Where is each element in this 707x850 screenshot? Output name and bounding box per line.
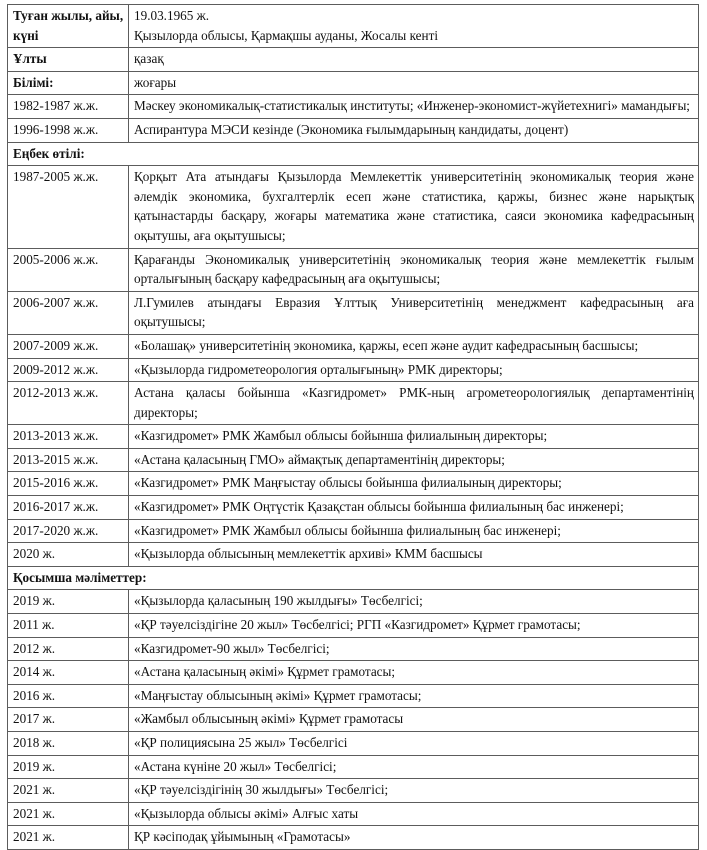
value-line: ҚР кәсіподақ ұйымының «Грамотасы» (134, 829, 351, 845)
row-label-cell: 2005-2006 ж.ж. (8, 248, 129, 291)
row-value-cell (129, 382, 699, 425)
value-line: жоғары (134, 74, 177, 90)
row-label-cell: Ұлты (8, 48, 129, 72)
row-value-cell (129, 334, 699, 358)
row-label-cell: 2011 ж. (8, 614, 129, 638)
table-row (8, 291, 699, 334)
row-label-cell: 2009-2012 ж.ж. (8, 358, 129, 382)
biography-table (7, 4, 699, 850)
row-value-cell (129, 590, 699, 614)
row-label-cell: 2016 ж. (8, 684, 129, 708)
value-line: «Астана күніне 20 жыл» Төсбелгісі; (134, 758, 337, 774)
row-value-cell (129, 684, 699, 708)
row-value-cell (129, 118, 699, 142)
row-value-cell (129, 248, 699, 291)
value-line: «Болашақ» университетінің экономика, қаржы, есеп және аудит кафедрасының басшысы; (134, 337, 639, 353)
row-label-cell: 2007-2009 ж.ж. (8, 334, 129, 358)
row-label-cell: 2021 ж. (8, 779, 129, 803)
table-row (8, 779, 699, 803)
value-line: «Маңғыстау облысының әкімі» Құрмет грамотасы; (134, 687, 422, 703)
row-label-cell: 2020 ж. (8, 543, 129, 567)
table-row (8, 826, 699, 850)
row-value-cell (129, 779, 699, 803)
row-value-cell (129, 358, 699, 382)
table-row (8, 48, 699, 72)
value-line: Мәскеу экономикалық-статистикалық институты; «Инженер-экономист-жүйетехнигі» мамандығы; (134, 98, 690, 114)
value-line: «Казгидромет» РМК Маңғыстау облысы бойынша филиалының директоры; (134, 475, 562, 491)
value-line: «Қызылорда облысы әкімі» Алғыс хаты (134, 805, 359, 821)
row-label-cell: 1996-1998 ж.ж. (8, 118, 129, 142)
row-value-cell (129, 71, 699, 95)
table-row (8, 496, 699, 520)
row-label-cell: 2014 ж. (8, 661, 129, 685)
table-row (8, 614, 699, 638)
row-label-cell: 2017 ж. (8, 708, 129, 732)
row-value-cell (129, 637, 699, 661)
row-label-cell: Білімі: (8, 71, 129, 95)
row-value-cell (129, 5, 699, 48)
value-line: «Қызылорда гидрометеорология орталығының» РМК директоры; (134, 361, 503, 377)
table-row (8, 425, 699, 449)
table-row (8, 519, 699, 543)
table-row (8, 382, 699, 425)
value-line: Астана қаласы бойынша «Казгидромет» РМК-ның агрометеорологиялық департаментінің директоры; (134, 385, 694, 420)
value-line: «Казгидромет» РМК Оңтүстік Қазақстан облысы бойынша филиалының бас инженері; (134, 499, 624, 515)
table-row (8, 71, 699, 95)
row-label-cell: 2017-2020 ж.ж. (8, 519, 129, 543)
section-header-cell: Еңбек өтілі: (8, 142, 699, 166)
table-row (8, 755, 699, 779)
section-header-cell: Қосымша мәліметтер: (8, 566, 699, 590)
table-body (8, 5, 699, 850)
value-line: Аспирантура МЭСИ кезінде (Экономика ғылымдарының кандидаты, доцент) (134, 121, 569, 137)
value-line: «ҚР тәуелсіздігінің 30 жылдығы» Төсбелгісі; (134, 782, 389, 798)
value-line: «Жамбыл облысының әкімі» Құрмет грамотасы (134, 711, 404, 727)
row-value-cell (129, 425, 699, 449)
value-line: Қарағанды Экономикалық университетінің экономикалық теория және мемлекеттік ғылым орталығының басқару кафедрасының аға оқытушысы; (134, 251, 694, 287)
row-value-cell (129, 448, 699, 472)
value-line: «Қызылорда облысының мемлекеттік архиві» КММ басшысы (134, 546, 483, 562)
table-row (8, 95, 699, 119)
row-value-cell (129, 661, 699, 685)
row-label-cell: 2019 ж. (8, 755, 129, 779)
row-label-cell: 1982-1987 ж.ж. (8, 95, 129, 119)
table-row (8, 358, 699, 382)
table-row (8, 637, 699, 661)
value-line: «ҚР полициясына 25 жыл» Төсбелгісі (134, 735, 348, 750)
table-row (8, 732, 699, 756)
value-line: Қызылорда облысы, Қармақшы ауданы, Жосалы кенті (134, 27, 438, 43)
table-row (8, 118, 699, 142)
row-label-cell: 2018 ж. (8, 732, 129, 756)
row-value-cell (129, 614, 699, 638)
value-line: 19.03.1965 ж. (134, 8, 210, 23)
table-row (8, 248, 699, 291)
table-row (8, 5, 699, 48)
table-row (8, 684, 699, 708)
row-label-cell: 2021 ж. (8, 802, 129, 826)
value-line: «Казгидромет-90 жыл» Төсбелгісі; (134, 640, 330, 656)
row-label-cell: 2021 ж. (8, 826, 129, 850)
row-label-cell: 2006-2007 ж.ж. (8, 291, 129, 334)
row-label-cell: 1987-2005 ж.ж. (8, 166, 129, 248)
value-line: Қорқыт Ата атындағы Қызылорда Мемлекеттік университетінің экономикалық теория және әлемдік экономика, бухгалтерлік есеп және статистика, қаржы, бизнес және нарықтық қатынастарды басқару, жоғары математика және статистика, саяси экономика кафедрасының оқытушы, аға оқытушысы; (134, 169, 694, 243)
row-label-cell: Туған жылы, айы, күні (8, 5, 129, 48)
value-line: «Казгидромет» РМК Жамбыл облысы бойынша филиалының бас инженері; (134, 522, 561, 538)
row-value-cell (129, 543, 699, 567)
table-row (8, 166, 699, 248)
row-value-cell (129, 826, 699, 850)
row-value-cell (129, 166, 699, 248)
row-value-cell (129, 755, 699, 779)
row-value-cell (129, 48, 699, 72)
value-line: қазақ (134, 51, 164, 67)
table-row (8, 590, 699, 614)
table-row (8, 566, 699, 590)
value-line: «ҚР тәуелсіздігіне 20 жыл» Төсбелгісі; РГП «Казгидромет» Құрмет грамотасы; (134, 617, 581, 633)
value-line: «Қызылорда қаласының 190 жылдығы» Төсбелгісі; (134, 593, 423, 609)
row-label-cell: 2013-2015 ж.ж. (8, 448, 129, 472)
value-line: «Астана қаласының әкімі» Құрмет грамотасы; (134, 664, 396, 680)
row-value-cell (129, 95, 699, 119)
row-value-cell (129, 732, 699, 756)
table-row (8, 334, 699, 358)
row-value-cell (129, 496, 699, 520)
value-line: Л.Гумилев атындағы Евразия Ұлттық Университетінің менеджмент кафедрасының аға оқытушысы; (134, 294, 694, 330)
row-label-cell: 2015-2016 ж.ж. (8, 472, 129, 496)
row-label-cell: 2013-2013 ж.ж. (8, 425, 129, 449)
table-row (8, 708, 699, 732)
table-row (8, 802, 699, 826)
row-value-cell (129, 291, 699, 334)
row-label-cell: 2012-2013 ж.ж. (8, 382, 129, 425)
table-row (8, 543, 699, 567)
table-row (8, 448, 699, 472)
value-line: «Астана қаласының ГМО» аймақтық департаментінің директоры; (134, 451, 505, 467)
table-row (8, 661, 699, 685)
row-label-cell: 2019 ж. (8, 590, 129, 614)
row-value-cell (129, 472, 699, 496)
row-value-cell (129, 519, 699, 543)
value-line: «Казгидромет» РМК Жамбыл облысы бойынша филиалының директоры; (134, 428, 548, 444)
row-value-cell (129, 708, 699, 732)
row-label-cell: 2012 ж. (8, 637, 129, 661)
row-label-cell: 2016-2017 ж.ж. (8, 496, 129, 520)
table-row (8, 142, 699, 166)
row-value-cell (129, 802, 699, 826)
table-row (8, 472, 699, 496)
